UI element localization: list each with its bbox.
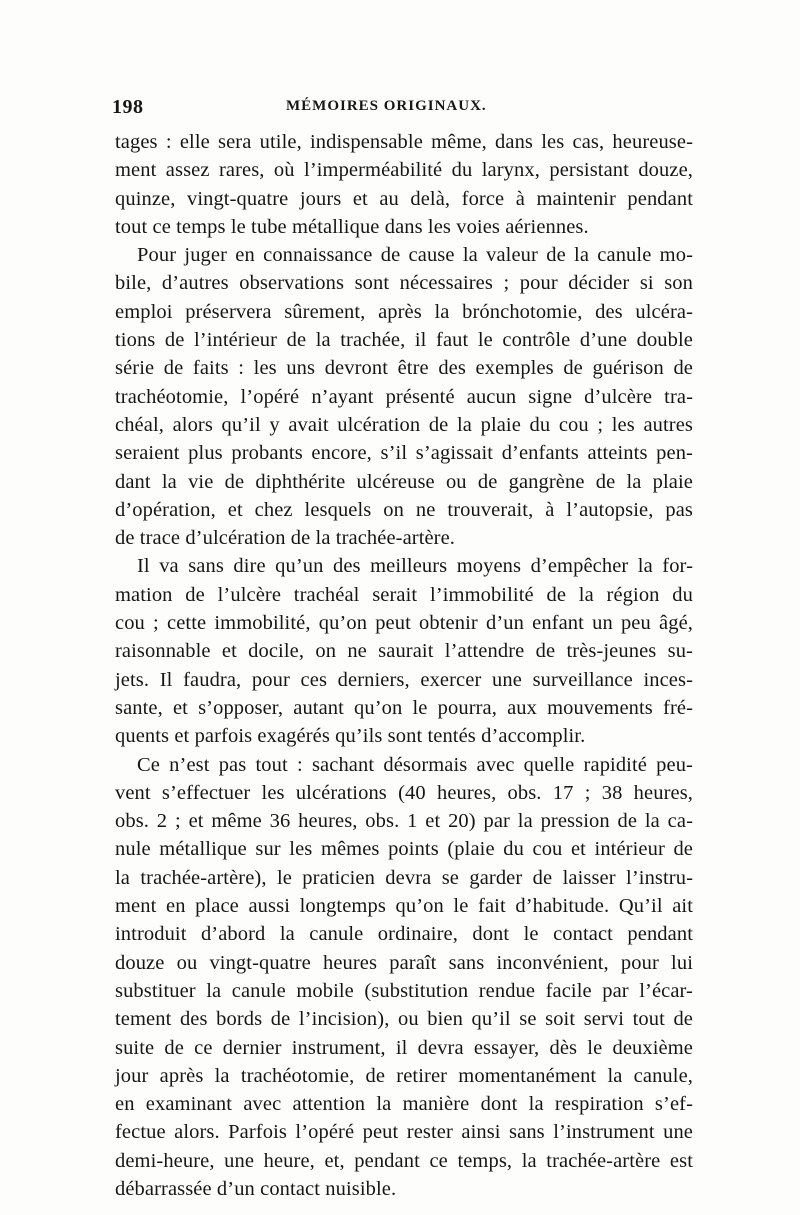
text-line: suite de ce dernier instrument, il devra essayer, dès le deuxième: [115, 1036, 693, 1059]
paragraph-3: [115, 552, 693, 750]
text-line: trachéotomie, l’opéré n’ayant présenté aucun signe d’ulcère tra-: [115, 385, 693, 408]
text-line: en examinant avec attention la manière dont la respiration s’ef-: [115, 1093, 693, 1116]
text-line: ment en place aussi longtemps qu’on le fait d’habitude. Qu’il ait: [115, 895, 693, 918]
text-line: la trachée-artère), le praticien devra se garder de laisser l’instru-: [115, 866, 693, 889]
text-line: introduit d’abord la canule ordinaire, dont le contact pendant: [115, 923, 693, 946]
text-line: raisonnable et docile, on ne saurait l’attendre de très-jeunes su-: [115, 640, 693, 663]
running-head: [112, 96, 692, 120]
text-line: sante, et s’opposer, autant qu’on le pourra, aux mouvements fré-: [115, 696, 693, 719]
text-line: tement des bords de l’incision), ou bien qu’il se soit servi tout de: [115, 1008, 693, 1031]
paragraph-4: [115, 751, 693, 1204]
text-line: obs. 2 ; et même 36 heures, obs. 1 et 20) par la pression de la ca-: [115, 810, 693, 833]
text-line: bile, d’autres observations sont nécessaires ; pour décider si son: [115, 272, 693, 295]
running-title: MÉMOIRES ORIGINAUX.: [286, 98, 487, 114]
text-line: mation de l’ulcère trachéal serait l’immobilité de la région du: [115, 583, 693, 606]
text-line: débarrassée d’un contact nuisible.: [115, 1177, 397, 1200]
text-line: quents et parfois exagérés qu’ils sont tentés d’accomplir.: [115, 725, 586, 748]
text-line: nule métallique sur les mêmes points (plaie du cou et intérieur de: [115, 838, 693, 861]
text-line: quinze, vingt-quatre jours et au delà, force à maintenir pendant: [115, 187, 693, 210]
text-line: chéal, alors qu’il y avait ulcération de la plaie du cou ; les autres: [115, 413, 693, 436]
text-line: tages : elle sera utile, indispensable même, dans les cas, heureuse-: [115, 131, 693, 153]
text-line: Ce n’est pas tout : sachant désormais avec quelle rapidité peu-: [137, 753, 693, 776]
paragraph-1: [115, 128, 693, 241]
text-line: emploi préservera sûrement, après la brónchotomie, des ulcéra-: [115, 300, 693, 323]
text-line: dant la vie de diphthérite ulcéreuse ou de gangrène de la plaie: [115, 470, 693, 493]
paragraph-2: [115, 241, 693, 552]
text-line: jour après la trachéotomie, de retirer momentanément la canule,: [115, 1064, 693, 1087]
text-line: jets. Il faudra, pour ces derniers, exercer une surveillance inces-: [115, 668, 693, 691]
text-line: demi-heure, une heure, et, pendant ce temps, la trachée-artère est: [115, 1149, 693, 1172]
body-text: [115, 128, 693, 1203]
text-line: Il va sans dire qu’un des meilleurs moyens d’empêcher la for-: [137, 555, 693, 578]
text-line: ment assez rares, où l’imperméabilité du larynx, persistant douze,: [115, 159, 693, 182]
text-line: vent s’effectuer les ulcérations (40 heures, obs. 17 ; 38 heures,: [115, 781, 693, 804]
text-line: seraient plus probants encore, s’il s’agissait d’enfants atteints pen-: [115, 442, 693, 465]
page-number: 198: [112, 96, 144, 118]
text-line: tout ce temps le tube métallique dans les voies aériennes.: [115, 215, 589, 238]
text-line: de trace d’ulcération de la trachée-artère.: [115, 527, 456, 550]
text-line: substituer la canule mobile (substitution rendue facile par l’écar-: [115, 979, 693, 1002]
text-line: tions de l’intérieur de la trachée, il faut le contrôle d’une double: [115, 329, 693, 352]
text-line: Pour juger en connaissance de cause la valeur de la canule mo-: [137, 244, 693, 267]
text-line: d’opération, et chez lesquels on ne trouverait, à l’autopsie, pas: [115, 498, 693, 521]
text-line: série de faits : les uns devront être des exemples de guérison de: [115, 357, 693, 380]
text-line: cou ; cette immobilité, qu’on peut obtenir d’un enfant un peu âgé,: [115, 612, 693, 635]
text-line: douze ou vingt-quatre heures paraît sans inconvénient, pour lui: [115, 951, 693, 974]
text-line: fectue alors. Parfois l’opéré peut rester ainsi sans l’instrument une: [115, 1121, 693, 1144]
